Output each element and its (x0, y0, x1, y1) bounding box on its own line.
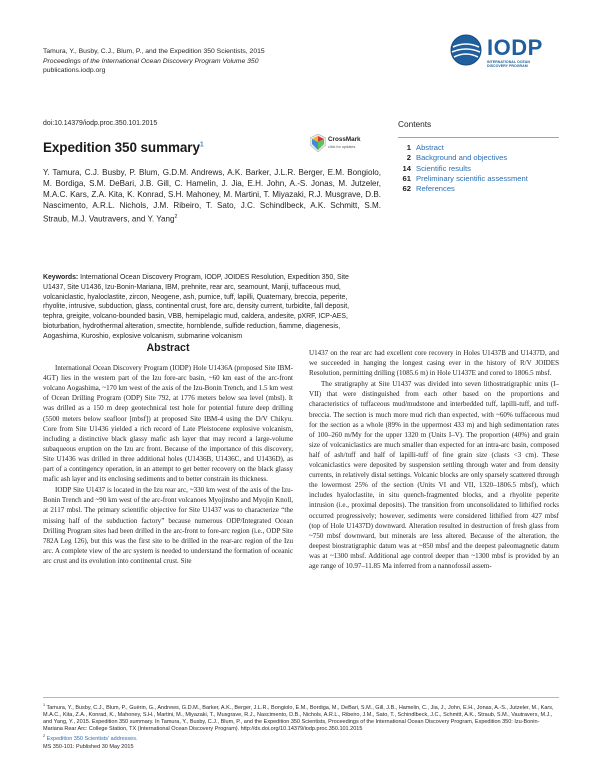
footnote-1-marker: 1 (43, 703, 46, 707)
toc-label[interactable]: References (416, 184, 455, 194)
crossmark-icon (310, 134, 326, 152)
publisher-url[interactable]: publications.iodp.org (43, 67, 106, 75)
toc-page: 2 (406, 153, 411, 163)
crossmark-badge[interactable] (310, 133, 368, 155)
crossmark-label: CrossMark (328, 136, 361, 143)
toc-label[interactable]: Background and objectives (416, 153, 508, 163)
logo-wordmark: IODP (487, 35, 543, 60)
toc-item-results[interactable] (398, 164, 558, 174)
logo-subtitle (487, 60, 567, 68)
footnote-2-marker: 2 (43, 734, 46, 739)
doi-link[interactable]: doi:10.14379/iodp.proc.350.101.2015 (43, 120, 158, 127)
footnotes (43, 702, 559, 743)
toc-page: 61 (402, 173, 411, 183)
page-title (43, 140, 204, 155)
toc-item-background[interactable] (398, 153, 558, 163)
abstract-paragraph: The stratigraphy at Site U1437 was divided into seven lithostratigraphic units (I–VII) that were distinguished from each other based on the proportions and characteristics of tuffaceous mud/mudstone and interbedded tuff, lapilli-tuff, and tuff-breccia. The section is much more mud rich than expected, with ~60% tuffaceous mud for the section as a whole (89% in the uppermost 433 m) and high sedimentation rates of 100–260 m/My for the upper 1320 m (Units I–V). The proportion (40%) and grain size of volcaniclastics are much smaller than expected for an intra-arc basin, composed half of ash/tuff and half of lapilli-tuff of fine grain size (clasts <3 cm). These volcaniclastics were deposited by suspension settling through water and from density currents, in relatively distal settings. Volcanic blocks are only sparsely scattered through the lowermost 25% of the section (Units VI and VII, 1320–1806.5 mbsf), which includes hyaloclastite, in situ quench-fragmented blocks, and a rhyolite peperite intrusion (i.e., proximal deposits). The transition from unconsolidated to lithified rocks occurred progressively; however, sediments were considered lithified from 427 mbsf (top of Hole U1437D) downward. Alteration resulted in destruction of fresh glass from ~750 mbsf downward, but minerals are less altered. Because of the alteration, the deepest biostratigraphic datum was at ~850 mbsf and the deepest paleomagnetic datum was at ~1300 mbsf. Additional age control deeper than ~1300 mbsf is provided by an age range of 10.97–11.85 Ma inferred from a nannofossil assem- (309, 380, 559, 570)
abstract-heading: Abstract (146, 342, 190, 354)
toc-label[interactable]: Preliminary scientific assessment (416, 173, 528, 183)
abstract-paragraph: U1437 on the rear arc had excellent core recovery in Holes U1437B and U1437D, and we succeeded in hanging the longest casing ever in the history of R/V JOIDES Resolution, permitting drilling (1085.6 m) in Hole U1437E and cored to 1806.5 mbsf. (309, 349, 559, 378)
logo-subtitle-line2: DISCOVERY PROGRAM (487, 64, 528, 69)
author-names: Y. Tamura, C.J. Busby, P. Blum, G.D.M. Andrews, A.K. Barker, J.L.R. Berger, E.M. Bongiolo, M. Bordiga, S.M. DeBari, J.B. Gill, C. Hamelin, J. Jia, E.H. John, A.-S. Jonas, M. Jutzeler, M.A.C. Kars, Z.A. Kita, K. Konrad, S.H. Mahoney, M. Martini, T. Miyazaki, R.J. Musgrave, D.B. Nascimento, A.R.L. Nichols, J.M. Ribeiro, T. Sato, J.C. Schindlbeck, A.K. Schmitt, S.M. Straub, M.J. Vautravers, and Y. Yang (43, 168, 381, 224)
author-list (43, 168, 381, 225)
toc-page: 1 (406, 143, 411, 152)
addresses-link[interactable]: Expedition 350 Scientists’ addresses. (45, 736, 138, 743)
iodp-logo (449, 33, 559, 69)
footnote-2 (43, 733, 559, 743)
manuscript-info: MS 350-101: Published 30 May 2015 (43, 744, 134, 750)
footnote-divider (43, 697, 559, 698)
toc-item-references[interactable] (398, 184, 558, 194)
toc-page: 62 (402, 184, 411, 194)
citation-line: Tamura, Y., Busby, C.J., Blum, P., and the Expedition 350 Scientists, 2015 (43, 48, 265, 55)
crossmark-sub: click for updates (328, 145, 356, 149)
toc-page: 14 (402, 163, 411, 173)
contents-title: Contents (398, 119, 432, 129)
abstract-paragraph: IODP Site U1437 is located in the Izu rear arc, ~330 km west of the axis of the Izu-Bonin Trench and ~90 km west of the arc-front volcanoes Myojinsho and Myojin Knoll, at 2117 mbsl. The primary scientific objective for Site U1437 was to characterize “the missing half of the subduction factory” because numerous ODP/Integrated Ocean Drilling Program sites had been drilled in the arc-front to fore-arc region (i.e., ODP Site 782A Leg 126), but this was the first site to be drilled in the rear-arc region of the Izu arc. A complete view of the arc system is needed to understand the formation of oceanic arc crust and its evolution into continental crust. Site (43, 486, 293, 565)
authors-footnote-marker[interactable]: 2 (174, 213, 178, 220)
title-row (43, 139, 293, 159)
abstract-column-right (309, 348, 559, 571)
keywords-text: International Ocean Discovery Program, IODP, JOIDES Resolution, Expedition 350, Site U1437, Site U1436, Izu-Bonin-Mariana, IBM, prehnite, rear arc, seamount, Manji, tuffaceous mud, volcaniclastic, hyaloclastite, zircon, Neogene, ash, pumice, tuff, lapilli, Quaternary, breccia, peperite, rhyolite, intrusive, subduction, glass, continental crust, fore arc, density current, turbidite, fall deposit, tephra, greigite, volcano-bounded basin, VBB, hemipelagic mud, caldera, andesite, pXRF, ICP-AES, bioturbation, hydrothermal alteration, smectite, hornblende, sulfide reduction, fiamme, diagenesis, Aogashima, Kuroshio, explosive volcanism, submarine volcanism (43, 274, 350, 340)
citation-header (43, 47, 363, 76)
footnote-1-text: Tamura, Y., Busby, C.J., Blum, P., Guèrin, G., Andrews, G.D.M., Barker, A.K., Berger, J.L.R., Bongiolo, E.M., Bordiga, M., DeBari, S.M., Gill, J.B., Hamelin, C., Jia, J., John, E.H., Jonas, A.-S., Jutzeler, M., Kars, M.A.C., Kita, Z.A., Konrad, K., Mahoney, S.H., Martini, M., Miyazaki, T., Musgrave, R.J., Nascimento, D.B., Nichols, A.R.L., Ribeiro, J.M., Sato, T., Schindlbeck, J.C., Schmitt, A.K., Straub, S.M., Vautravers, M.J., and Yang, Y., 2015. Expedition 350 summary. In Tamura, Y., Busby, C.J., Blum, P., and the Expedition 350 Scientists, Proceedings of the International Ocean Discovery Program, Expedition 350: Izu-Bonin-Mariana Rear Arc: College Station, TX (International Ocean Discovery Program). http://dx.doi.org/10.14379/iodp.proc.350.101.2015 (43, 704, 554, 733)
keywords-block (43, 273, 363, 341)
toc-item-assessment[interactable] (398, 174, 558, 184)
proceedings-line: Proceedings of the International Ocean Discovery Program Volume 350 (43, 57, 259, 65)
toc-label[interactable]: Scientific results (416, 163, 471, 173)
contents-divider (398, 137, 559, 138)
globe-icon (449, 33, 483, 67)
abstract-column-left (43, 343, 293, 566)
logo-subtitle-line1: INTERNATIONAL OCEAN (487, 60, 530, 64)
abstract-paragraph: International Ocean Discovery Program (IODP) Hole U1436A (proposed Site IBM-4GT) lies in the western part of the Izu fore-arc basin, ~60 km east of the arc-front volcano Aogashima, ~170 km west of the axis of the Izu-Bonin Trench, and 1.5 km west of Ocean Drilling Program (ODP) Site 792, at 1776 meters below sea level (mbsl). It was drilled as a 150 m deep geotechnical test hole for potential future deep drilling (5500 meters below seafloor [mbsf]) at proposed Site IBM-4 using the D/V Chikyu. Core from Site U1436 yielded a rich record of Late Pleistocene explosive volcanism, including a distinctive black glassy mafic ash layer that may record a large-volume subaqueous eruption on the Izu arc front. Because of the importance of this discovery, Site U1436 was drilled in three additional holes (U1436B, U1436C, and U1436D), as part of a contingency operation, in an attempt to get better recovery on the black glassy mafic ash layer and its enclosing sediments and to better constrain its thickness. (43, 364, 293, 484)
keywords-label: Keywords: (43, 274, 79, 281)
page-title-text: Expedition 350 summary (43, 140, 200, 155)
toc-label[interactable]: Abstract (416, 143, 444, 152)
contents-panel (398, 119, 558, 194)
title-footnote-marker[interactable]: 1 (199, 141, 204, 149)
toc-item-abstract[interactable] (398, 143, 558, 153)
footnote-1 (43, 702, 559, 733)
